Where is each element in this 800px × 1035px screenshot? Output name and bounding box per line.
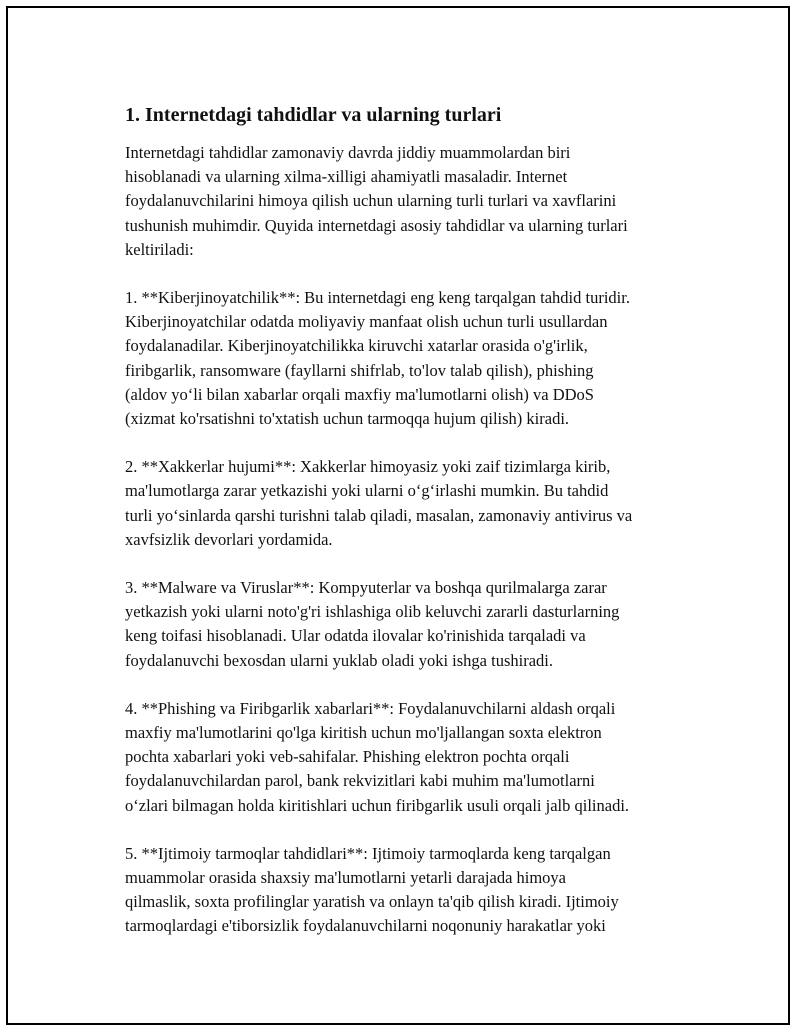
text-line: foydalanuvchi bexosdan ularni yuklab oladi yoki ishga tushiradi. xyxy=(125,650,553,670)
text-line: turli yo‘sinlarda qarshi turishni talab qiladi, masalan, zamonaviy antivirus va xyxy=(125,505,633,525)
page-frame xyxy=(6,6,790,1025)
intro-paragraph xyxy=(125,141,695,262)
text-line: 5. **Ijtimoiy tarmoqlar tahdidlari**: Ijtimoiy tarmoqlarda keng tarqalgan xyxy=(125,843,611,863)
text-line: 2. **Xakkerlar hujumi**: Xakkerlar himoyasiz yoki zaif tizimlarga kirib, xyxy=(125,457,611,477)
text-line: tarmoqlardagi e'tiborsizlik foydalanuvchilarni noqonuniy harakatlar yoki xyxy=(125,916,606,936)
list-item-hacker-attacks xyxy=(125,455,695,552)
text-line: foydalanuvchilardan parol, bank rekvizitlari kabi muhim ma'lumotlarni xyxy=(125,771,595,791)
document-title: 1. Internetdagi tahdidlar va ularning turlari xyxy=(125,104,502,126)
text-line: maxfiy ma'lumotlarini qo'lga kiritish uchun mo'ljallangan soxta elektron xyxy=(125,723,602,743)
list-item-social-networks xyxy=(125,842,695,939)
text-line: xavfsizlik devorlari yordamida. xyxy=(125,529,333,549)
text-line: 4. **Phishing va Firibgarlik xabarlari**: Foydalanuvchilarni aldash orqali xyxy=(125,698,616,718)
text-line: firibgarlik, ransomware (fayllarni shifrlab, to'lov talab qilish), phishing xyxy=(125,360,594,380)
text-line: foydalanuvchilarini himoya qilish uchun ularning turli turlari va xavflarini xyxy=(125,191,617,211)
text-line: o‘zlari bilmagan holda kiritishlari uchun firibgarlik usuli orqali jalb qilinadi. xyxy=(125,795,630,815)
text-line: qilmaslik, soxta profilinglar yaratish va onlayn ta'qib qilish kiradi. Ijtimoiy xyxy=(125,892,619,912)
text-line: 3. **Malware va Viruslar**: Kompyuterlar va boshqa qurilmalarga zarar xyxy=(125,578,607,598)
text-line: ma'lumotlarga zarar yetkazishi yoki ularni o‘g‘irlashi mumkin. Bu tahdid xyxy=(125,481,609,501)
text-line: (xizmat ko'rsatishni to'xtatish uchun tarmoqqa hujum qilish) kiradi. xyxy=(125,409,570,429)
text-line: 1. **Kiberjinoyatchilik**: Bu internetdagi eng keng tarqalgan tahdid turidir. xyxy=(125,288,630,308)
text-line: tushunish muhimdir. Quyida internetdagi asosiy tahdidlar va ularning turlari xyxy=(125,215,628,235)
list-item-malware xyxy=(125,576,695,673)
list-item-cybercrime xyxy=(125,286,695,431)
text-line: Internetdagi tahdidlar zamonaviy davrda jiddiy muammolardan biri xyxy=(125,143,571,162)
text-line: keng toifasi hisoblanadi. Ular odatda ilovalar ko'rinishida tarqaladi va xyxy=(125,626,586,646)
text-line: Kiberjinoyatchilar odatda moliyaviy manfaat olish uchun turli usullardan xyxy=(125,312,608,332)
text-line: keltiriladi: xyxy=(125,239,194,259)
text-line: muammolar orasida shaxsiy ma'lumotlarni yetarli darajada himoya xyxy=(125,868,567,888)
text-line: hisoblanadi va ularning xilma-xilligi ahamiyatli masaladir. Internet xyxy=(125,167,568,187)
document-body xyxy=(125,103,695,963)
text-line: foydalanadilar. Kiberjinoyatchilikka kiruvchi xatarlar orasida o'g'irlik, xyxy=(125,336,588,356)
text-line: (aldov yo‘li bilan xabarlar orqali maxfiy ma'lumotlarni olish) va DDoS xyxy=(125,384,594,404)
text-line: pochta xabarlari yoki veb-sahifalar. Phishing elektron pochta orqali xyxy=(125,747,570,767)
text-line: yetkazish yoki ularni noto'g'ri ishlashiga olib keluvchi zararli dasturlarning xyxy=(125,602,620,622)
list-item-phishing xyxy=(125,697,695,818)
